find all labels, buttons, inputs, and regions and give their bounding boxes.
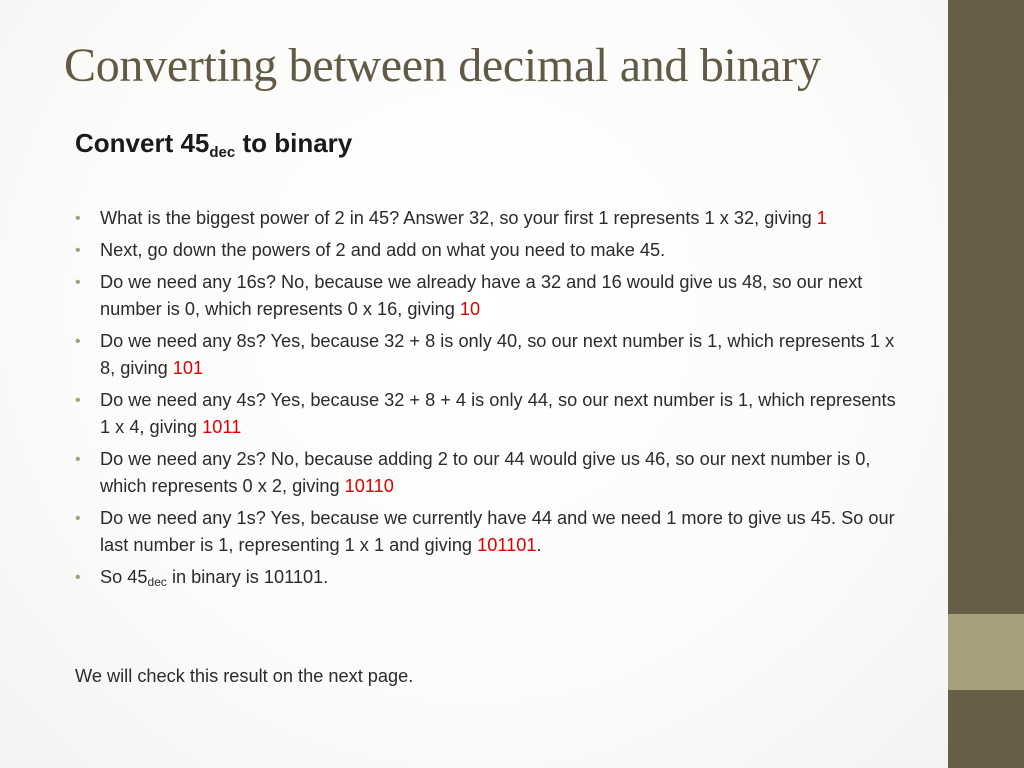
bullet-item	[75, 237, 905, 264]
bullet-dot-icon: •	[75, 569, 81, 586]
bullet-text: Do we need any 4s? Yes, because 32 + 8 + 4 is only 44, so our next number is 1, which represents 1 x 4, giving	[100, 390, 896, 437]
bullet-result: 1011	[202, 417, 242, 437]
bullet-text: Do we need any 1s? Yes, because we currently have 44 and we need 1 more to give us 45. So our last number is 1, representing 1 x 1 and giving	[100, 508, 895, 555]
bullet-dot-icon: •	[75, 333, 81, 350]
bullet-dot-icon: •	[75, 451, 81, 468]
bullet-result: 101	[172, 358, 204, 378]
bullet-text: Do we need any 8s? Yes, because 32 + 8 is only 40, so our next number is 1, which represents 1 x 8, giving	[100, 331, 895, 378]
bullet-text: Do we need any 16s? No, because we already have a 32 and 16 would give us 48, so our next number is 0, which represents 0 x 16, giving	[100, 272, 863, 319]
bullet-dot-icon: •	[75, 274, 81, 291]
bullet-result: 10	[459, 299, 481, 319]
bullet-item-final	[75, 564, 905, 591]
bullet-item	[75, 328, 905, 382]
bullet-item	[75, 446, 905, 500]
bullet-result: 1	[816, 208, 827, 228]
subtitle-suffix: to binary	[235, 128, 353, 158]
bullet-result: 10110	[344, 476, 394, 496]
footer-note: We will check this result on the next page.	[75, 666, 414, 686]
bullet-dot-icon: •	[75, 510, 81, 527]
bullet-dot-icon: •	[75, 392, 81, 409]
bullet-tail: .	[536, 535, 542, 555]
bullet-dot-icon: •	[75, 242, 81, 259]
decorative-sidebar-accent	[948, 614, 1024, 690]
bullet-item	[75, 205, 905, 232]
slide-title: Converting between decimal and binary	[64, 39, 821, 92]
final-subscript: dec	[147, 575, 167, 589]
bullet-item	[75, 505, 905, 559]
subtitle-subscript: dec	[209, 144, 236, 161]
slide-subtitle	[75, 128, 352, 161]
bullet-list	[75, 205, 905, 596]
bullet-item	[75, 387, 905, 441]
subtitle-prefix: Convert 45	[75, 128, 210, 158]
bullet-text: What is the biggest power of 2 in 45? Answer 32, so your first 1 represents 1 x 32, giving	[100, 208, 817, 228]
bullet-dot-icon: •	[75, 210, 81, 227]
final-suffix: in binary is 101101.	[166, 567, 329, 587]
bullet-text: Do we need any 2s? No, because adding 2 to our 44 would give us 46, so our next number is 0, which represents 0 x 2, giving	[100, 449, 871, 496]
bullet-item	[75, 269, 905, 323]
bullet-result: 101101	[477, 535, 537, 555]
final-prefix: So 45	[100, 567, 148, 587]
bullet-text: Next, go down the powers of 2 and add on what you need to make 45.	[100, 240, 666, 260]
